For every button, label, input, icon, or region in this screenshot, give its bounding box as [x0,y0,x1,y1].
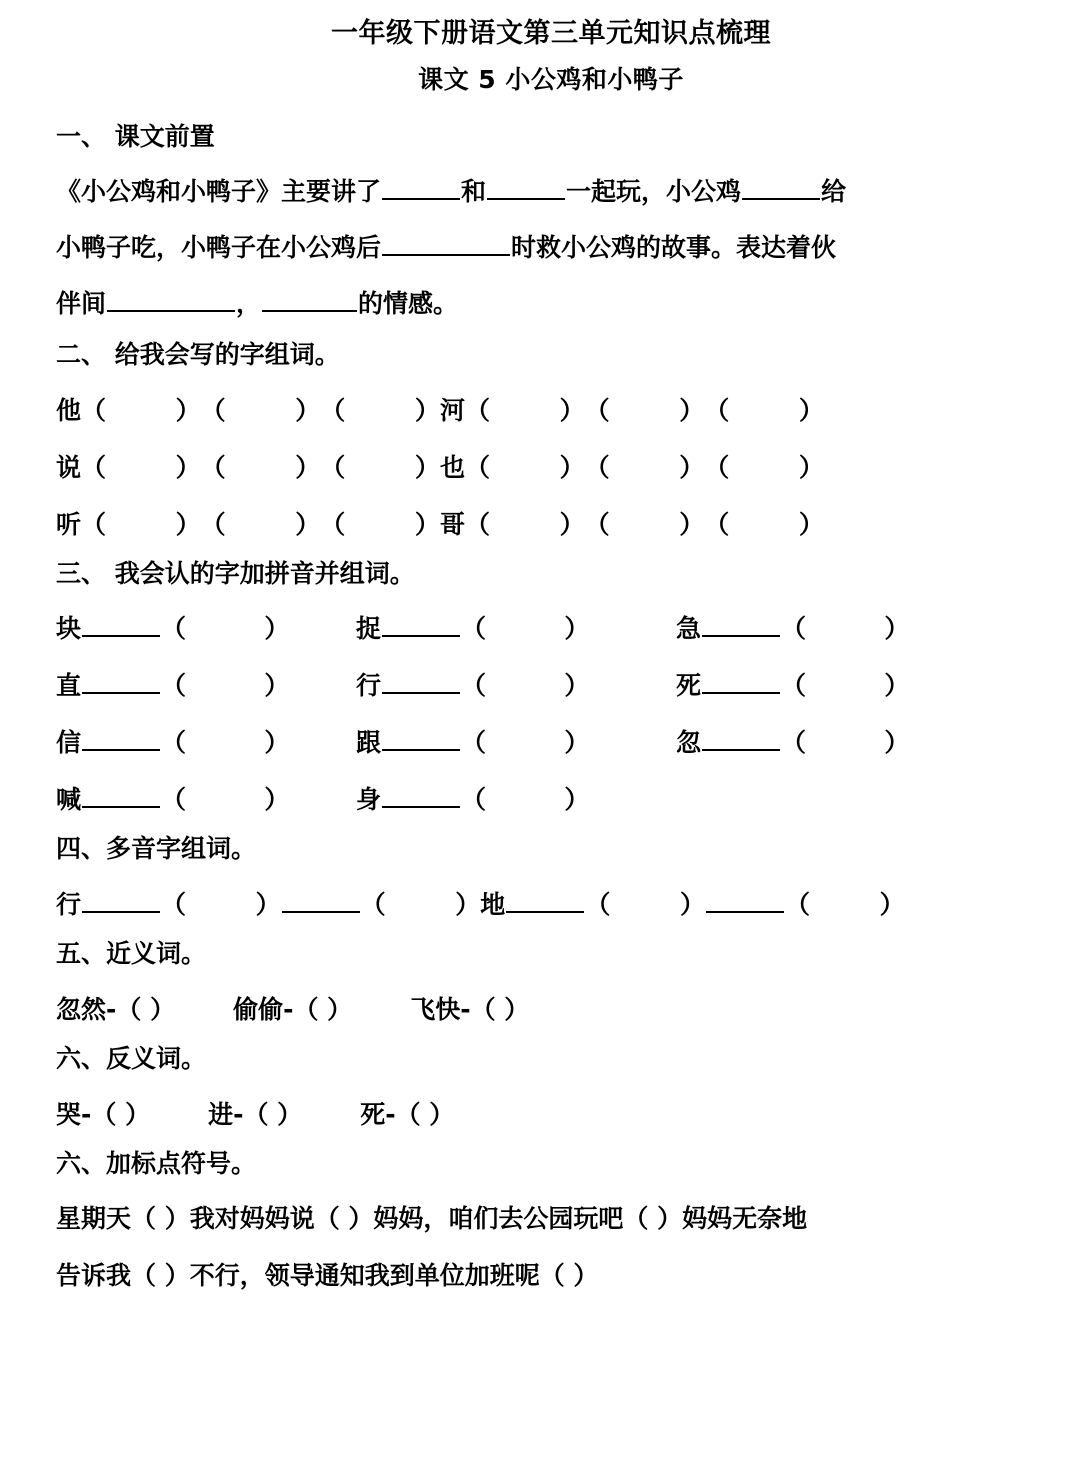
answer-bracket[interactable]: （ ） [784,890,905,919]
char-prompt: 信 [56,728,82,758]
answer-bracket[interactable]: （ ） [360,890,481,919]
table-cell [56,600,356,657]
answer-bracket[interactable]: （ ） [781,614,910,644]
char-prompt: 河 [439,395,465,425]
section-6-body [56,1086,1046,1143]
answer-bracket[interactable]: （ ） [320,395,440,425]
section-heading-1: 一、 课文前置 [56,122,215,151]
section-7-body [56,1190,1046,1304]
cloze-text-1c: 一起玩，小公鸡 [566,176,742,206]
synonym-item[interactable]: 偷偷-（ ） [233,994,353,1024]
cloze-line-3 [56,276,1046,332]
blank-input[interactable] [382,780,460,808]
blank-input[interactable] [506,885,584,913]
antonym-item[interactable]: 死-（ ） [360,1099,455,1129]
char-prompt: 行 [356,671,382,701]
blank-input[interactable] [382,228,510,256]
answer-bracket[interactable]: （ ） [781,671,910,701]
cloze-text-2a: 小鸭子吃，小鸭子在小公鸡后 [56,232,382,262]
answer-bracket[interactable]: （ ） [781,728,910,758]
section-heading-4: 四、多音字组词。 [56,834,257,864]
table-row [56,1086,1046,1143]
char-prompt: 急 [676,614,702,644]
char-prompt: 捉 [356,614,382,644]
section-heading-3: 三、 我会认的字加拼音并组词。 [56,558,415,588]
table-row [56,382,1046,439]
punctuation-line[interactable]: 告诉我（ ）不行，领导通知我到单位加班呢（ ） [56,1261,599,1291]
cloze-text-1d: 给 [821,176,847,206]
blank-input[interactable] [702,666,780,694]
blank-input[interactable] [702,609,780,637]
table-cell [356,714,676,771]
cloze-text-1b: 和 [461,176,487,206]
blank-input[interactable] [706,885,784,913]
blank-input[interactable] [742,172,820,200]
section-2-body [56,382,1046,553]
table-row [56,981,1046,1038]
blank-input[interactable] [82,666,160,694]
blank-input[interactable] [82,609,160,637]
table-row [56,714,1046,771]
char-prompt: 他 [56,395,82,425]
table-cell [676,657,1046,714]
char-prompt: 块 [56,614,82,644]
punctuation-line[interactable]: 星期天（ ）我对妈妈说（ ）妈妈，咱们去公园玩吧（ ）妈妈无奈地 [56,1204,808,1234]
page-title: 一年级下册语文第三单元知识点梳理 [331,18,771,49]
answer-bracket[interactable]: （ ） [584,395,705,425]
table-cell [356,657,676,714]
blank-input[interactable] [382,609,460,637]
blank-input[interactable] [702,723,780,751]
char-prompt: 哥 [439,509,465,539]
answer-bracket[interactable]: （ ） [464,509,585,539]
answer-bracket[interactable]: （ ） [584,452,705,482]
blank-input[interactable] [82,723,160,751]
char-prompt: 死 [676,671,702,701]
answer-bracket[interactable]: （ ） [161,785,290,815]
table-cell [56,657,356,714]
char-prompt: 地 [480,890,506,919]
cloze-text-3a: 伴间 [56,288,107,318]
blank-input[interactable] [487,172,565,200]
char-prompt: 听 [56,509,82,539]
char-prompt: 直 [56,671,82,701]
table-row [56,496,1046,553]
cloze-text-3c: 的情感。 [358,288,459,318]
cloze-text-2b: 时救小公鸡的故事。表达着伙 [511,232,837,262]
answer-bracket[interactable]: （ ） [200,395,321,425]
section-5-body [56,981,1046,1038]
char-prompt: 忽 [676,728,702,758]
answer-bracket[interactable]: （ ） [81,452,201,482]
antonym-item[interactable]: 进-（ ） [208,1099,303,1129]
section-heading-7: 六、加标点符号。 [56,1148,257,1178]
table-row [56,771,1046,828]
table-row [56,657,1046,714]
answer-bracket[interactable]: （ ） [461,785,590,815]
blank-input[interactable] [382,172,460,200]
cloze-text-3b: ， [236,288,262,318]
char-prompt: 也 [439,452,465,482]
answer-bracket[interactable]: （ ） [461,614,590,644]
answer-bracket[interactable]: （ ） [704,452,824,482]
section-4-body [56,876,1046,933]
blank-input[interactable] [382,723,460,751]
table-cell [676,714,1046,771]
blank-input[interactable] [382,666,460,694]
answer-bracket[interactable]: （ ） [81,509,201,539]
table-cell [356,771,676,828]
answer-bracket[interactable]: （ ） [161,728,290,758]
answer-bracket[interactable]: （ ） [464,452,585,482]
answer-bracket[interactable]: （ ） [161,614,290,644]
answer-bracket[interactable]: （ ） [161,671,290,701]
cloze-line-1 [56,164,1046,220]
answer-bracket[interactable]: （ ） [320,509,440,539]
answer-bracket[interactable]: （ ） [320,452,440,482]
answer-bracket[interactable]: （ ） [461,671,590,701]
blank-input[interactable] [107,284,235,312]
table-cell [356,600,676,657]
answer-bracket[interactable]: （ ） [461,728,590,758]
antonym-item[interactable]: 哭-（ ） [56,1099,151,1129]
answer-bracket[interactable]: （ ） [200,452,321,482]
answer-bracket[interactable]: （ ） [200,509,321,539]
cloze-line-2 [56,220,1046,276]
char-prompt: 跟 [356,728,382,758]
table-cell [676,600,1046,657]
char-prompt: 说 [56,452,82,482]
blank-input[interactable] [82,885,160,913]
blank-input[interactable] [82,780,160,808]
char-prompt: 行 [56,890,82,919]
table-cell [56,714,356,771]
answer-bracket[interactable]: （ ） [584,509,705,539]
answer-bracket[interactable]: （ ） [464,395,585,425]
answer-bracket[interactable]: （ ） [585,890,705,919]
answer-bracket[interactable]: （ ） [161,890,281,919]
char-prompt: 喊 [56,785,82,815]
section-3-body [56,600,1046,828]
table-row [56,439,1046,496]
page-subtitle: 课文 5 小公鸡和小鸭子 [418,64,684,94]
section-heading-6: 六、反义词。 [56,1043,207,1073]
answer-bracket[interactable]: （ ） [81,395,201,425]
table-cell [56,771,356,828]
blank-input[interactable] [282,885,360,913]
blank-input[interactable] [262,284,357,312]
table-row [56,876,1046,933]
answer-bracket[interactable]: （ ） [704,395,824,425]
table-row [56,600,1046,657]
cloze-text-1a: 《小公鸡和小鸭子》主要讲了 [56,176,382,206]
section-1-body [56,164,1046,332]
synonym-item[interactable]: 忽然-（ ） [56,994,176,1024]
synonym-item[interactable]: 飞快-（ ） [410,994,530,1024]
section-heading-2: 二、 给我会写的字组词。 [56,339,340,369]
answer-bracket[interactable]: （ ） [704,509,824,539]
char-prompt: 身 [356,785,382,815]
section-heading-5: 五、近义词。 [56,939,207,968]
